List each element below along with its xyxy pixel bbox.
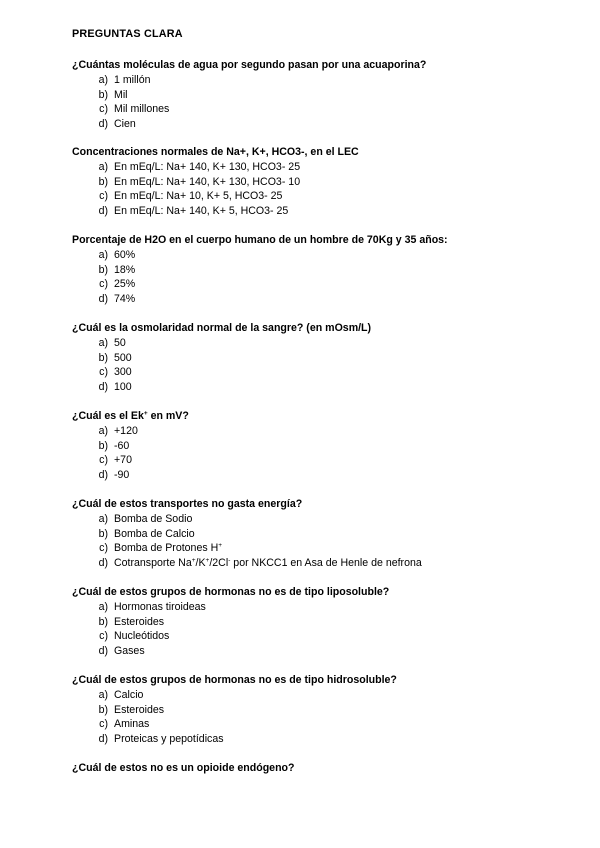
option-letter: d): [98, 205, 108, 218]
option-item: [72, 629, 542, 644]
option-text: En mEq/L: Na+ 140, K+ 130, HCO3- 25: [114, 161, 301, 173]
option-letter: c): [99, 630, 108, 643]
option-letter: c): [99, 366, 108, 379]
option-item: [72, 263, 542, 278]
option-item: [72, 615, 542, 630]
option-item: [72, 189, 542, 204]
option-text: -90: [114, 469, 130, 482]
option-item: [72, 424, 542, 439]
option-text: -60: [114, 439, 130, 452]
option-item: [72, 351, 542, 366]
option-letter: a): [98, 513, 108, 525]
option-text: Esteroides: [114, 703, 165, 716]
option-text: En mEq/L: Na+ 140, K+ 130, HCO3- 10: [114, 175, 301, 188]
superscript-sign: +: [143, 410, 148, 417]
option-letter: a): [98, 337, 108, 349]
option-letter: b): [98, 351, 108, 364]
question-text: ¿Cuál de estos grupos de hormonas no es de tipo hidrosoluble?: [72, 674, 397, 686]
option-letter: c): [99, 542, 108, 555]
option-text: 74%: [114, 293, 136, 306]
question-text: ¿Cuál de estos transportes no gasta energía?: [72, 498, 303, 510]
option-text: Bomba de Sodio: [114, 513, 193, 525]
option-item: [72, 439, 542, 454]
option-item: [72, 248, 542, 263]
option-letter: b): [98, 263, 108, 276]
question-8: [72, 673, 542, 747]
option-letter: b): [98, 527, 108, 540]
option-item: [72, 102, 542, 117]
option-item: [72, 453, 542, 468]
question-9: [72, 761, 542, 776]
option-text: Bomba de Calcio: [114, 527, 195, 540]
option-list: [72, 160, 542, 219]
option-letter: a): [98, 161, 108, 173]
question-text: ¿Cuál de estos grupos de hormonas no es de tipo liposoluble?: [72, 586, 390, 598]
option-letter: c): [99, 103, 108, 116]
option-item: [72, 160, 542, 175]
option-item: [72, 732, 542, 747]
option-letter: a): [98, 74, 108, 86]
question-text: ¿Cuál es la osmolaridad normal de la sangre? (en mOsm/L): [72, 322, 372, 334]
question-text-part: en mV?: [147, 410, 189, 422]
option-item: [72, 644, 542, 659]
question-4: [72, 321, 542, 395]
option-text: Hormonas tiroideas: [114, 601, 206, 613]
option-text: Aminas: [114, 718, 150, 731]
option-text: [114, 541, 222, 556]
option-letter: a): [98, 601, 108, 613]
option-letter: d): [98, 733, 108, 746]
option-text: Esteroides: [114, 615, 165, 628]
option-item: [72, 88, 542, 103]
option-letter: a): [98, 249, 108, 261]
option-letter: c): [99, 718, 108, 731]
question-1: [72, 58, 542, 132]
question-text: [72, 409, 542, 424]
option-text-part: /K: [195, 557, 206, 570]
option-letter: a): [98, 689, 108, 701]
option-text: Nucleótidos: [114, 630, 170, 643]
option-text-part: Bomba de Protones H: [114, 542, 219, 555]
option-letter: c): [99, 278, 108, 291]
option-text: +120: [114, 425, 138, 437]
option-text-part: /2Cl: [209, 557, 229, 570]
option-text: 1 millón: [114, 74, 151, 86]
option-list: [72, 424, 542, 483]
option-item: [72, 468, 542, 483]
option-text: 60%: [114, 249, 136, 261]
option-text: 500: [114, 351, 132, 364]
option-text: 100: [114, 381, 132, 394]
superscript-sign: -: [228, 557, 231, 565]
option-text: 300: [114, 366, 132, 379]
option-list: [72, 688, 542, 747]
option-text: Cien: [114, 118, 136, 131]
option-text: +70: [114, 454, 132, 467]
option-item: [72, 688, 542, 703]
option-text-part: por NKCC1 en Asa de Henle de nefrona: [230, 557, 422, 570]
option-item: [72, 365, 542, 380]
option-list: [72, 73, 542, 132]
option-item: [72, 703, 542, 718]
option-text: En mEq/L: Na+ 10, K+ 5, HCO3- 25: [114, 190, 283, 203]
option-item: [72, 73, 542, 88]
option-text-part: Cotransporte Na: [114, 557, 192, 570]
option-text: Proteicas y pepotídicas: [114, 733, 224, 746]
option-letter: c): [99, 454, 108, 467]
option-text: [114, 556, 422, 571]
option-list: [72, 600, 542, 659]
option-letter: b): [98, 88, 108, 101]
question-2: [72, 145, 542, 219]
question-text: ¿Cuántas moléculas de agua por segundo pasan por una acuaporina?: [72, 59, 427, 71]
superscript-sign: +: [205, 557, 210, 565]
question-text-part: ¿Cuál es el Ek: [72, 410, 144, 422]
question-6: [72, 497, 542, 571]
option-item: [72, 541, 542, 556]
option-letter: b): [98, 703, 108, 716]
question-7: [72, 585, 542, 659]
option-item: [72, 380, 542, 395]
option-list: [72, 512, 542, 571]
option-letter: d): [98, 118, 108, 131]
option-text: En mEq/L: Na+ 140, K+ 5, HCO3- 25: [114, 205, 289, 218]
option-item: [72, 717, 542, 732]
option-text: Gases: [114, 645, 145, 658]
option-list: [72, 248, 542, 307]
option-item: [72, 556, 542, 571]
option-letter: d): [98, 381, 108, 394]
option-text: 18%: [114, 263, 136, 276]
question-text: Concentraciones normales de Na+, K+, HCO3-, en el LEC: [72, 146, 359, 158]
superscript-sign: +: [218, 542, 223, 550]
option-text: Mil millones: [114, 103, 170, 116]
option-text: Mil: [114, 88, 128, 101]
option-letter: d): [98, 557, 108, 570]
option-item: [72, 600, 542, 615]
question-text: ¿Cuál de estos no es un opioide endógeno?: [72, 762, 295, 774]
option-letter: b): [98, 175, 108, 188]
option-letter: d): [98, 645, 108, 658]
question-3: [72, 233, 542, 307]
option-text: 25%: [114, 278, 136, 291]
option-letter: c): [99, 190, 108, 203]
question-text: Porcentaje de H2O en el cuerpo humano de un hombre de 70Kg y 35 años:: [72, 234, 448, 246]
option-letter: d): [98, 293, 108, 306]
option-item: [72, 292, 542, 307]
option-list: [72, 336, 542, 395]
option-letter: a): [98, 425, 108, 437]
option-text: 50: [114, 337, 126, 349]
option-item: [72, 204, 542, 219]
option-item: [72, 336, 542, 351]
option-letter: d): [98, 469, 108, 482]
question-5: [72, 409, 542, 483]
option-item: [72, 277, 542, 292]
option-item: [72, 117, 542, 132]
option-item: [72, 527, 542, 542]
option-letter: b): [98, 439, 108, 452]
option-item: [72, 512, 542, 527]
superscript-sign: +: [191, 557, 196, 565]
option-item: [72, 175, 542, 190]
document-title: PREGUNTAS CLARA: [72, 28, 183, 40]
option-text: Calcio: [114, 689, 144, 701]
option-letter: b): [98, 615, 108, 628]
